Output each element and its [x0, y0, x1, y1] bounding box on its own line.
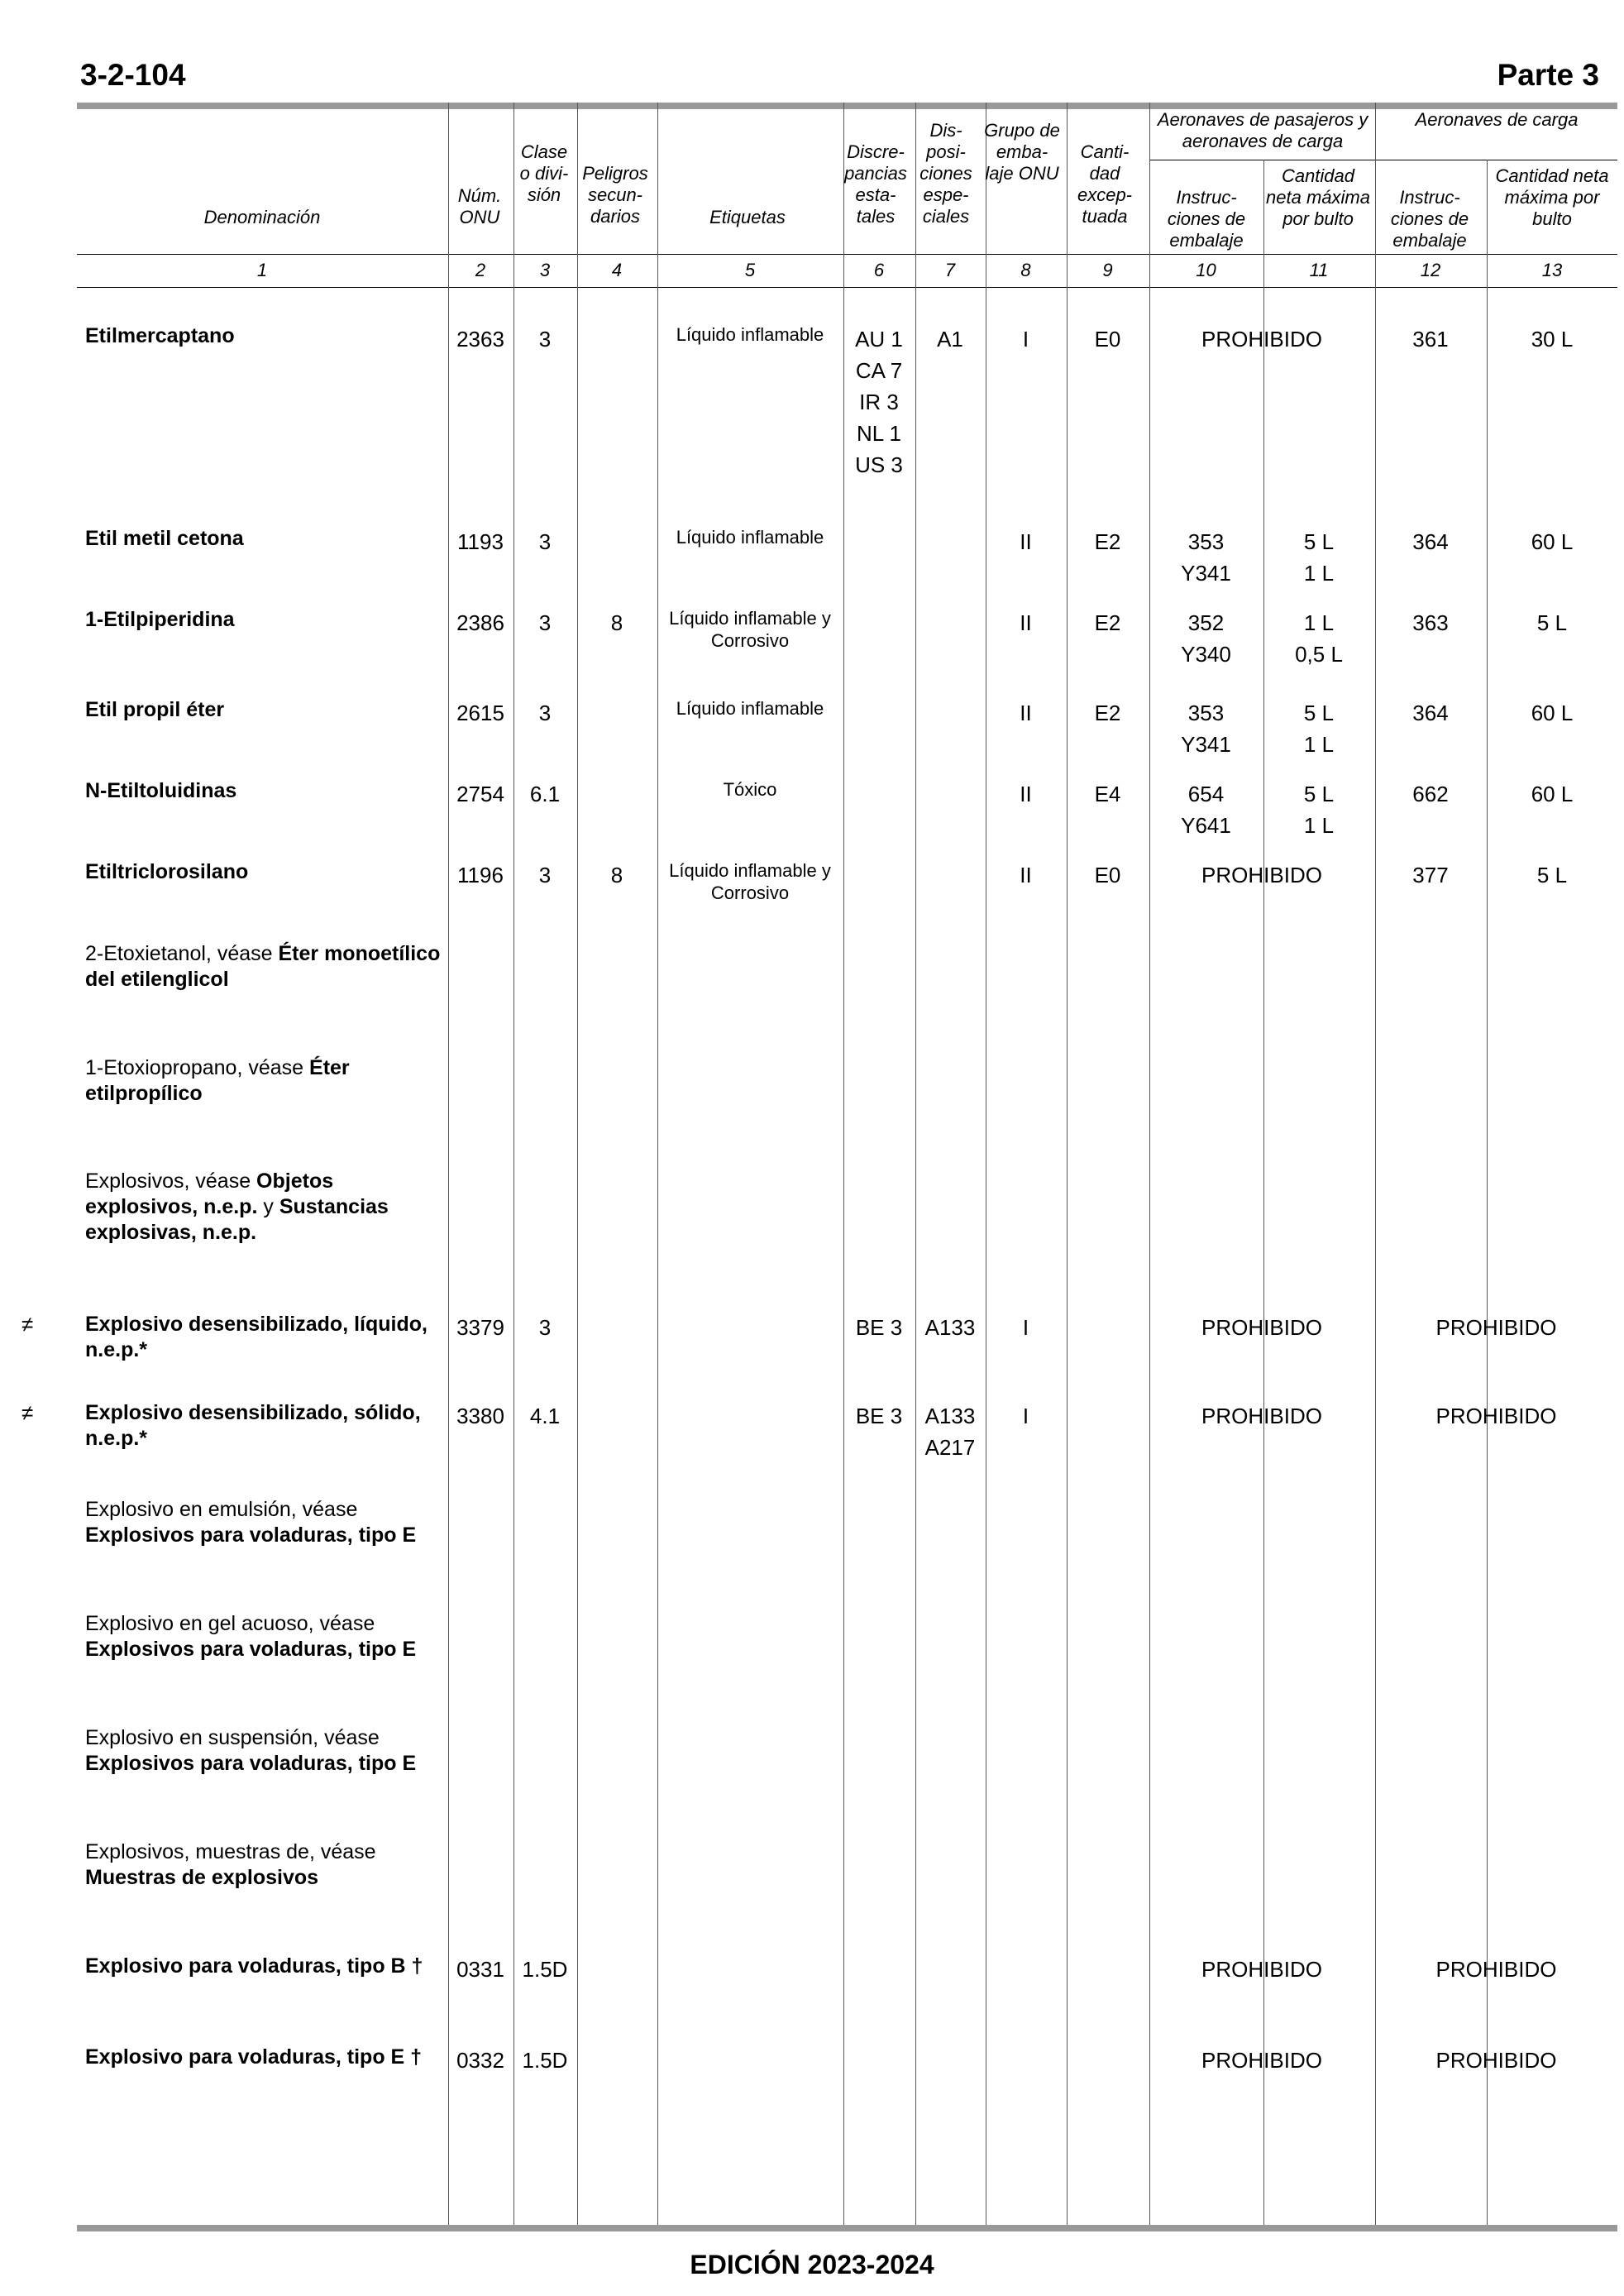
- packing-group: II: [1020, 701, 1032, 725]
- cross-reference: 2-Etoxietanol, véase Éter monoetílico del etilenglicol: [85, 942, 441, 991]
- cargo-max-net-qty: 60 L: [1531, 701, 1574, 725]
- class-division: 3: [538, 529, 552, 554]
- class-division: 3: [538, 701, 552, 725]
- cargo-packing-instruction: 364: [1412, 529, 1449, 554]
- column-number: 9: [1102, 260, 1113, 280]
- class-division: 3: [538, 610, 552, 635]
- bottom-rule: [77, 2225, 1617, 2231]
- cargo-max-net-qty: 30 L: [1531, 327, 1574, 352]
- cargo-max-net-qty: 5 L: [1536, 863, 1568, 887]
- subsidiary-hazard: 8: [610, 610, 623, 635]
- col-denominacion: Denominación: [203, 207, 321, 227]
- labels: Tóxico: [723, 779, 777, 800]
- excepted-quantity: E0: [1094, 863, 1121, 887]
- special-provisions: A133: [924, 1315, 976, 1340]
- un-number: 0332: [456, 2048, 504, 2073]
- col-cantidad-pax: Cantidad neta máxima por bulto: [1266, 165, 1370, 229]
- column-number: 13: [1541, 260, 1563, 280]
- entry-name: Etil propil éter: [85, 698, 225, 721]
- column-separator: [1067, 103, 1068, 2225]
- un-number: 2754: [456, 782, 504, 806]
- col-etiquetas: Etiquetas: [709, 207, 786, 227]
- packing-group: II: [1020, 863, 1032, 887]
- un-number: 1196: [457, 863, 504, 887]
- cargo-packing-instruction: 361: [1412, 327, 1449, 352]
- class-division: 4.1: [529, 1404, 561, 1428]
- cargo-packing-instruction: 364: [1412, 701, 1449, 725]
- packing-group: II: [1020, 610, 1032, 635]
- cross-reference: Explosivos, muestras de, véase Muestras de explosivos: [85, 1840, 376, 1889]
- packing-group: I: [1022, 1404, 1029, 1428]
- labels: Líquido inflamable y Corrosivo: [669, 860, 831, 903]
- col-instrucciones-pax: Instruc- ciones de embalaje: [1167, 187, 1246, 251]
- pax-packing-instruction: 654 Y641: [1181, 782, 1231, 838]
- pax-packing-instruction: 353 Y341: [1181, 701, 1231, 757]
- un-number: 0331: [456, 1957, 504, 1982]
- edition-footer: EDICIÓN 2023-2024: [690, 2250, 934, 2279]
- cargo-max-net-qty: 60 L: [1531, 529, 1574, 554]
- cargo-packing-instruction: 363: [1412, 610, 1449, 635]
- column-number: 3: [539, 260, 551, 280]
- entry-name: 1-Etilpiperidina: [85, 608, 235, 631]
- cargo-forbidden: PROHIBIDO: [1435, 1404, 1557, 1428]
- class-division: 3: [538, 863, 552, 887]
- pax-max-net-qty: 5 L 1 L: [1303, 782, 1335, 838]
- column-number: 6: [873, 260, 885, 280]
- part-title: Parte 3: [1497, 58, 1599, 92]
- pax-forbidden: PROHIBIDO: [1201, 327, 1322, 352]
- labels: Líquido inflamable: [676, 527, 824, 548]
- un-number: 2363: [456, 327, 504, 352]
- pax-max-net-qty: 5 L 1 L: [1303, 701, 1335, 757]
- pax-max-net-qty: 5 L 1 L: [1303, 529, 1335, 586]
- un-number: 3380: [456, 1404, 504, 1428]
- entry-name: Explosivo para voladuras, tipo E †: [85, 2045, 423, 2069]
- col-discrepancias: Discre- pancias esta- tales: [844, 141, 907, 227]
- column-separator: [1487, 160, 1488, 2225]
- col-cantidad-exceptuada: Canti- dad excep- tuada: [1077, 141, 1133, 227]
- labels: Líquido inflamable: [676, 324, 824, 345]
- class-division: 6.1: [529, 782, 561, 806]
- class-division: 1.5D: [522, 2048, 568, 2073]
- entry-name: Etil metil cetona: [85, 527, 244, 550]
- excepted-quantity: E2: [1094, 529, 1121, 554]
- cross-reference: Explosivo en suspensión, véase Explosivos para voladuras, tipo E: [85, 1726, 417, 1775]
- column-separator: [513, 103, 514, 2225]
- special-provisions: A133 A217: [924, 1404, 976, 1460]
- cargo-forbidden: PROHIBIDO: [1435, 1957, 1557, 1982]
- pax-forbidden: PROHIBIDO: [1201, 863, 1322, 887]
- packing-group: II: [1020, 782, 1032, 806]
- excepted-quantity: E0: [1094, 327, 1121, 352]
- subsidiary-hazard: 8: [610, 863, 623, 887]
- colnum-rule: [77, 287, 1617, 288]
- column-separator: [577, 103, 578, 2225]
- state-variations: AU 1 CA 7 IR 3 NL 1 US 3: [855, 327, 903, 477]
- entry-name: Etilmercaptano: [85, 324, 235, 347]
- column-separator: [448, 103, 449, 2225]
- col-disposiciones: Dis- posi- ciones espe- ciales: [919, 120, 972, 227]
- column-number: 2: [475, 260, 486, 280]
- labels: Líquido inflamable: [676, 698, 824, 719]
- entry-name: Explosivo desensibilizado, sólido, n.e.p.*: [85, 1401, 421, 1450]
- cargo-packing-instruction: 377: [1412, 863, 1449, 887]
- column-separator: [657, 103, 658, 2225]
- un-number: 3379: [456, 1315, 504, 1340]
- cross-reference: 1-Etoxiopropano, véase Éter etilpropílico: [85, 1056, 350, 1105]
- column-separator: [1375, 103, 1376, 2225]
- cargo-packing-instruction: 662: [1412, 782, 1449, 806]
- un-number: 2615: [456, 701, 504, 725]
- packing-group: I: [1022, 1315, 1029, 1340]
- top-rule: [77, 103, 1617, 109]
- column-number: 10: [1196, 260, 1216, 280]
- column-number: 8: [1020, 260, 1031, 280]
- column-separator: [1263, 160, 1264, 2225]
- class-division: 3: [538, 1315, 552, 1340]
- cargo-max-net-qty: 5 L: [1536, 610, 1568, 635]
- cross-reference: Explosivo en emulsión, véase Explosivos para voladuras, tipo E: [85, 1498, 417, 1547]
- col-clase: Clase o divi- sión: [519, 141, 569, 205]
- cargo-max-net-qty: 60 L: [1531, 782, 1574, 806]
- pax-packing-instruction: 352 Y340: [1181, 610, 1231, 667]
- entry-name: Explosivo desensibilizado, líquido, n.e.p.*: [85, 1313, 427, 1361]
- col-instrucciones-carga: Instruc- ciones de embalaje: [1390, 187, 1469, 251]
- state-variations: BE 3: [855, 1315, 903, 1340]
- labels: Líquido inflamable y Corrosivo: [669, 608, 831, 651]
- col-cantidad-carga: Cantidad neta máxima por bulto: [1495, 165, 1609, 229]
- col-group-carga: Aeronaves de carga: [1415, 109, 1579, 130]
- col-peligros: Peligros secun- darios: [582, 163, 648, 227]
- class-division: 1.5D: [522, 1957, 568, 1982]
- page-number: 3-2-104: [80, 58, 186, 92]
- cargo-forbidden: PROHIBIDO: [1435, 1315, 1557, 1340]
- column-separator: [915, 103, 916, 2225]
- pax-packing-instruction: 353 Y341: [1181, 529, 1231, 586]
- entry-name: N-Etiltoluidinas: [85, 779, 237, 802]
- column-number: 7: [944, 260, 956, 280]
- column-number: 11: [1309, 260, 1329, 280]
- col-grupo-embalaje: Grupo de emba- laje ONU: [984, 120, 1060, 184]
- excepted-quantity: E2: [1094, 701, 1121, 725]
- excepted-quantity: E2: [1094, 610, 1121, 635]
- column-number: 4: [611, 260, 623, 280]
- cross-reference: Explosivo en gel acuoso, véase Explosivos para voladuras, tipo E: [85, 1612, 417, 1661]
- column-number: 1: [256, 260, 268, 280]
- cross-reference: Explosivos, véase Objetos explosivos, n.e.p. y Sustancias explosivas, n.e.p.: [85, 1170, 389, 1244]
- class-division: 3: [538, 327, 552, 352]
- pax-forbidden: PROHIBIDO: [1201, 1315, 1322, 1340]
- cargo-forbidden: PROHIBIDO: [1435, 2048, 1557, 2073]
- pax-max-net-qty: 1 L 0,5 L: [1295, 610, 1343, 667]
- pax-forbidden: PROHIBIDO: [1201, 1957, 1322, 1982]
- col-num-onu: Núm. ONU: [457, 185, 502, 227]
- un-number: 1193: [457, 529, 504, 554]
- un-number: 2386: [456, 610, 504, 635]
- header-rule: [77, 254, 1617, 255]
- packing-group: I: [1022, 327, 1029, 352]
- col-group-pasajeros: Aeronaves de pasajeros y aeronaves de carga: [1157, 109, 1368, 151]
- special-provisions: A1: [937, 327, 963, 352]
- entry-name: Etiltriclorosilano: [85, 860, 249, 883]
- column-number: 5: [744, 260, 756, 280]
- pax-forbidden: PROHIBIDO: [1201, 2048, 1322, 2073]
- revision-mark: ≠: [21, 1400, 34, 1425]
- column-separator: [1149, 103, 1150, 2225]
- excepted-quantity: E4: [1094, 782, 1121, 806]
- revision-mark: ≠: [21, 1312, 34, 1337]
- packing-group: II: [1020, 529, 1032, 554]
- column-number: 12: [1420, 260, 1441, 280]
- state-variations: BE 3: [855, 1404, 903, 1428]
- entry-name: Explosivo para voladuras, tipo B †: [85, 1954, 423, 1978]
- pax-forbidden: PROHIBIDO: [1201, 1404, 1322, 1428]
